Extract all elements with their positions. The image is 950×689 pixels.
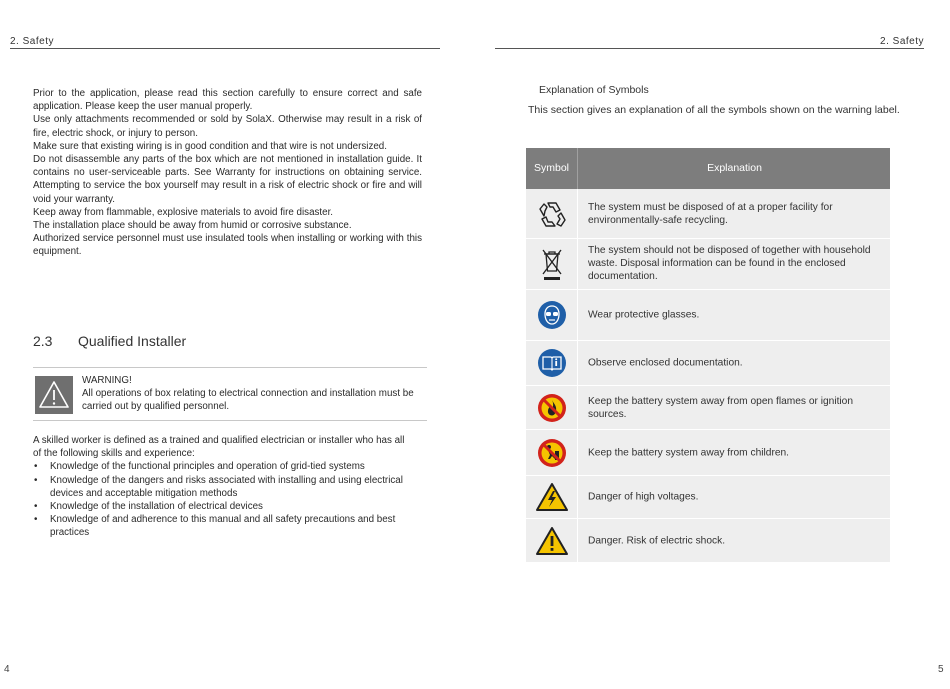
table-row [526,239,890,290]
crossed-bin-icon [537,246,567,282]
symbol-explanation: Keep the battery system away from open flames or ignition sources. [588,395,854,420]
section-number: 2.3 [33,333,53,349]
electric-shock-icon [535,526,569,556]
symbol-explanation: Danger. Risk of electric shock. [588,534,726,546]
list-item: • Knowledge of and adherence to this manual and all safety precautions and best practices [33,513,413,539]
header-rule-left [10,48,440,49]
recycle-icon [535,197,569,231]
table-row [526,341,890,386]
page-header-left: 2. Safety [10,36,54,47]
intro-paragraph: Use only attachments recommended or sold by SolaX. Otherwise may result in a risk of fire, electric shock, or injury to person. [33,114,422,139]
list-item: • Knowledge of the installation of electrical devices [33,500,413,513]
symbols-table [526,148,890,562]
warning-title: WARNING! [82,375,132,386]
symbol-explanation: Observe enclosed documentation. [588,357,743,369]
section-title [33,333,186,349]
symbol-explanation: The system must be disposed of at a proper facility for environmentally-safe recycling. [588,201,833,226]
protective-glasses-icon [537,300,567,330]
table-row [526,519,890,562]
intro-text [33,87,422,259]
table-row [526,476,890,519]
column-header-symbol: Symbol [526,148,578,189]
skilled-lead: A skilled worker is defined as a trained and qualified electrician or installer who has all of the following skills and experience: [33,435,405,460]
intro-paragraph: Keep away from flammable, explosive materials to avoid fire disaster. [33,206,334,218]
page-number-left: 4 [4,664,10,675]
symbol-explanation: Danger of high voltages. [588,491,699,503]
no-children-icon [537,438,567,468]
symbols-description: This section gives an explanation of all the symbols shown on the warning label. [528,104,900,116]
warning-text [82,374,422,413]
symbol-explanation: The system should not be disposed of together with household waste. Disposal information can be found in the enclosed documentation. [588,245,871,283]
page-header-right: 2. Safety [880,36,924,47]
high-voltage-icon [535,482,569,512]
intro-paragraph: Make sure that existing wiring is in good condition and that wire is not undersized. [33,140,387,152]
list-item: • Knowledge of the functional principles and operation of grid-tied systems [33,460,413,473]
warning-triangle-icon [35,376,73,414]
table-row [526,386,890,430]
symbol-explanation: Keep the battery system away from children. [588,446,790,458]
header-rule-right [495,48,924,49]
page-number-right: 5 [938,664,944,675]
intro-paragraph: Authorized service personnel must use insulated tools when installing or working with this equipment. [33,233,422,258]
table-row [526,189,890,239]
skills-list [33,460,413,539]
column-header-explanation: Explanation [707,162,762,174]
section-title-text: Qualified Installer [78,333,187,349]
table-row [526,290,890,341]
table-row [526,430,890,476]
list-item: • Knowledge of the dangers and risks associated with installing and using electrical devices and acceptable mitigation methods [33,474,413,500]
table-header [526,148,890,189]
intro-paragraph: Do not disassemble any parts of the box which are not mentioned in installation guide. It contains no user-serviceable parts. See Warranty for instructions on obtaining service. Attempting to service the box yourself may result in a risk of electric shock or fire and will void your warranty. [33,154,422,205]
intro-paragraph: The installation place should be away from humid or corrosive substance. [33,220,352,232]
intro-paragraph: Prior to the application, please read this section carefully to ensure correct and safe application. Please keep the user manual properly. [33,88,422,113]
documentation-icon [537,348,567,378]
warning-body: All operations of box relating to electrical connection and installation must be carried out by qualified personnel. [82,388,414,412]
skilled-worker-section [33,434,413,540]
symbols-title: Explanation of Symbols [539,84,649,96]
no-open-flames-icon [537,393,567,423]
symbol-explanation: Wear protective glasses. [588,309,700,321]
warning-box [33,367,427,421]
